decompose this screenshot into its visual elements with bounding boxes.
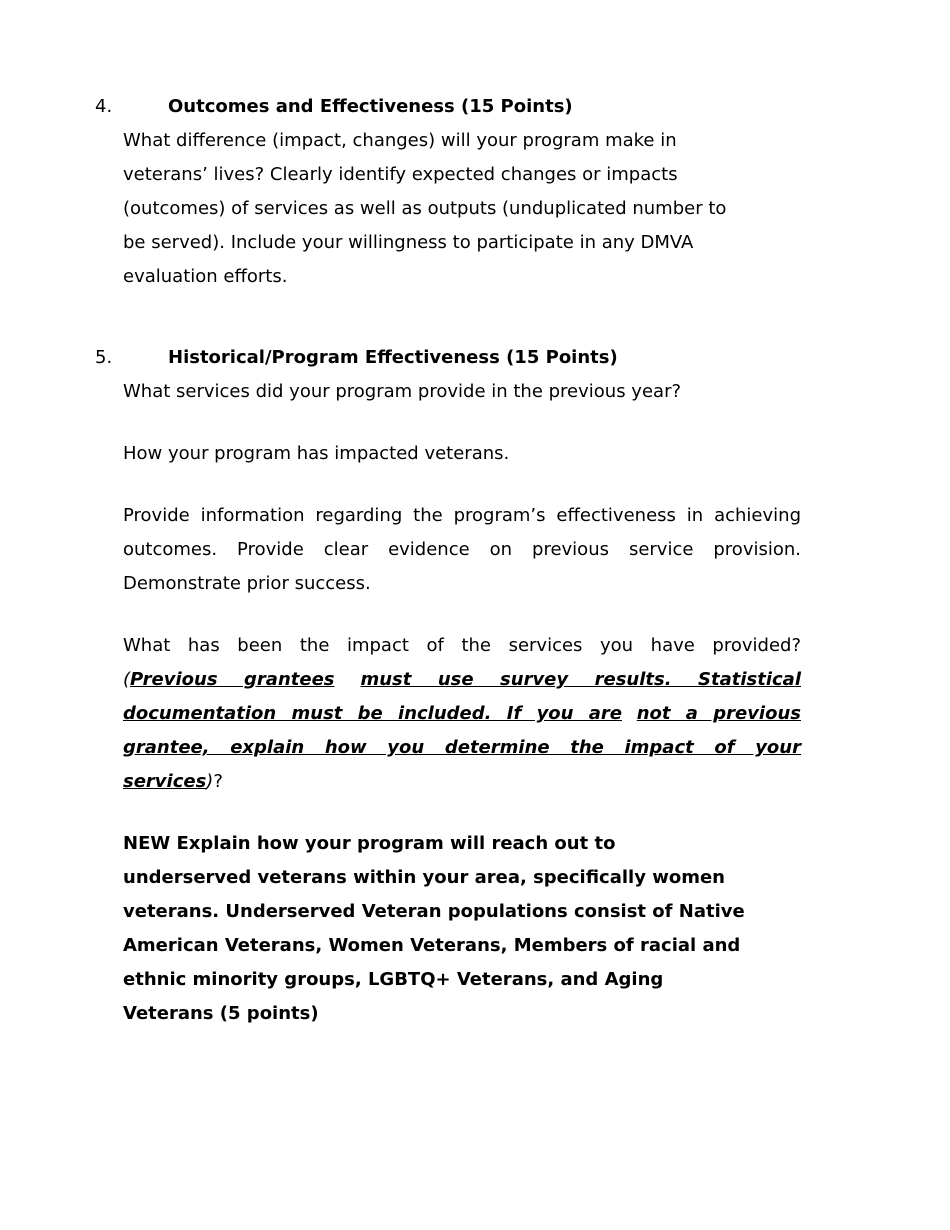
paragraph-line: outcomes. Provide clear evidence on previous service provision. [123,539,801,560]
section-5-number: 5. [95,347,113,368]
emphasis-text: documentation must be included. If you are [123,703,622,724]
paragraph-line [123,697,801,731]
paragraph-line: ethnic minority groups, LGBTQ+ Veterans, and Aging [123,969,664,990]
section-5-impact-paragraph [123,629,801,799]
section-5-new-underserved-paragraph [123,827,745,1031]
section-4-line: (outcomes) of services as well as outputs (unduplicated number to [123,198,727,219]
paragraph-line: veterans. Underserved Veteran populations consist of Native [123,901,745,922]
open-paren: ( [123,669,131,690]
section-5-heading [95,346,618,370]
emphasis-text: services [123,771,207,792]
emphasis-text: not a previous [636,703,801,724]
section-5-title: Historical/Program Effectiveness (15 Points) [168,347,618,368]
paragraph-line: Veterans (5 points) [123,1003,319,1024]
close-paren: ) [206,771,214,792]
section-4-line: What difference (impact, changes) will your program make in [123,130,677,151]
paragraph-line: Demonstrate prior success. [123,573,371,594]
section-5-effectiveness-paragraph [123,499,801,601]
section-4-heading [95,95,573,119]
paragraph-line [123,731,801,765]
section-4-line: evaluation efforts. [123,266,288,287]
section-4-line: veterans’ lives? Clearly identify expected changes or impacts [123,164,678,185]
section-4-line: be served). Include your willingness to participate in any DMVA [123,232,694,253]
emphasis-text: grantee, explain how you determine the impact of your [123,737,801,758]
section-4-number: 4. [95,96,113,117]
section-4-title: Outcomes and Effectiveness (15 Points) [168,96,573,117]
section-5-question-1 [123,375,681,409]
paragraph-line: NEW Explain how your program will reach out to [123,833,616,854]
question-mark: ? [213,771,223,792]
section-4-body [123,124,726,294]
paragraph-line: What has been the impact of the services you have provided? [123,635,801,656]
paragraph-line: Provide information regarding the program’s effectiveness in achieving [123,505,801,526]
paragraph-line [123,765,801,799]
paragraph-line: American Veterans, Women Veterans, Members of racial and [123,935,741,956]
emphasis-text: must use survey results. Statistical [360,669,801,690]
paragraph-line [123,663,801,697]
question-previous-services: What services did your program provide in the previous year? [123,381,682,402]
emphasis-text: Previous grantees [130,669,335,690]
section-5-question-2 [123,437,509,471]
question-impact-veterans: How your program has impacted veterans. [123,443,510,464]
paragraph-line: underserved veterans within your area, specifically women [123,867,725,888]
